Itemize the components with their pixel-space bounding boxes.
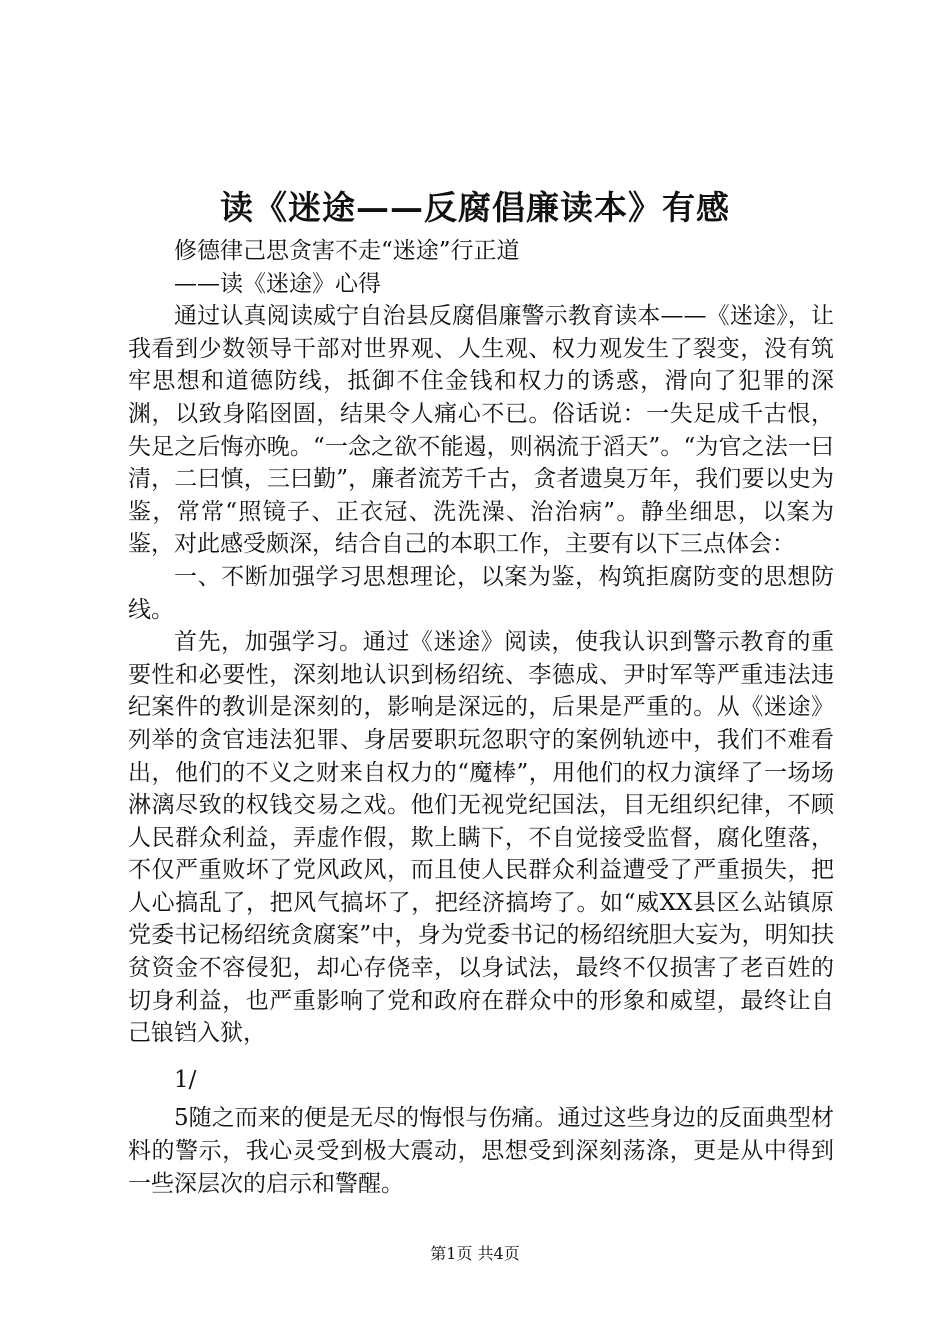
page-footer: 第1页 共4页 [430, 1244, 520, 1263]
body-paragraph: 首先，加强学习。通过《迷途》阅读，使我认识到警示教育的重要性和必要性，深刻地认识到杨绍统、李德成、尹时军等严重违法违纪案件的教训是深刻的，影响是深远的，后果是严重的。从《迷途》列举的贪官违法犯罪、身居要职玩忽职守的案例轨迹中，我们不难看出，他们的不义之财来自权力的“魔棒”，用他们的权力演绎了一场场淋漓尽致的权钱交易之戏。他们无视党纪国法，目无组织纪律，不顾人民群众利益，弄虚作假，欺上瞒下，不自觉接受监督，腐化堕落，不仅严重败坏了党风政风，而且使人民群众利益遭受了严重损失，把人心搞乱了，把风气搞坏了，把经济搞垮了。如“威XX县区么站镇原党委书记杨绍统贪腐案”中，身为党委书记的杨绍统胆大妄为，明知扶贫资金不容侵犯，却心存侥幸，以身试法，最终不仅损害了老百姓的切身利益，也严重影响了党和政府在群众中的形象和威望，最终让自己锒铛入狱， [128, 629, 834, 1047]
document-body [128, 235, 834, 1200]
subtitle-line: 修德律己思贪害不走“迷途”行正道 [174, 238, 520, 264]
body-paragraph: 5随之而来的便是无尽的悔恨与伤痛。通过这些身边的反面典型材料的警示，我心灵受到极大震动，思想受到深刻荡涤，更是从中得到一些深层次的启示和警醒。 [128, 1105, 834, 1197]
section-heading: 一、不断加强学习思想理论，以案为鉴，构筑拒腐防变的思想防线。 [128, 563, 834, 623]
document-title: 读《迷途——反腐倡廉读本》有感 [220, 188, 730, 227]
subtitle-byline: ——读《迷途》心得 [174, 270, 381, 297]
page-marker: 1/ [174, 1066, 197, 1093]
body-paragraph: 通过认真阅读威宁自治县反腐倡廉警示教育读本——《迷途》，让我看到少数领导干部对世界观、人生观、权力观发生了裂变，没有筑牢思想和道德防线，抵御不住金钱和权力的诱惑，滑向了犯罪的深渊，以致身陷囹圄，结果令人痛心不已。俗话说：一失足成千古恨，失足之后悔亦晚。“一念之欲不能遏，则祸流于滔天”。“为官之法一曰清，二曰慎，三曰勤”，廉者流芳千古，贪者遗臭万年，我们要以史为鉴，常常“照镜子、正衣冠、洗洗澡、治治病”。静坐细思，以案为鉴，对此感受颇深，结合自己的本职工作，主要有以下三点体会： [128, 303, 834, 558]
